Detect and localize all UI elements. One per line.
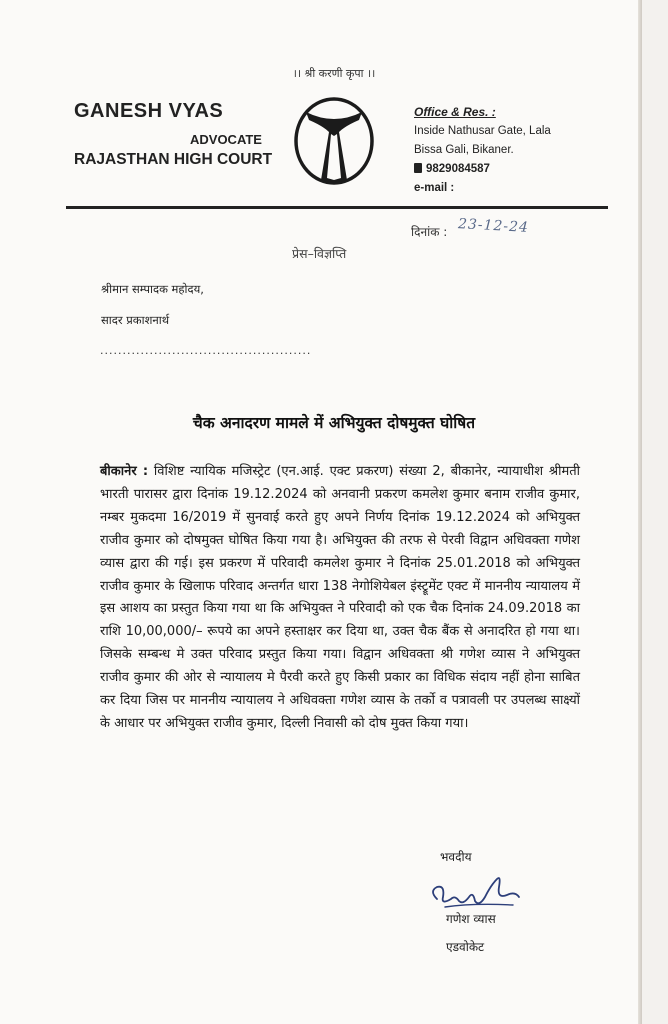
address-line-1: Inside Nathusar Gate, Lala [414, 125, 551, 137]
phone-line [414, 160, 551, 179]
blessing-line: ।। श्री करणी कृपा ।। [292, 67, 376, 80]
date-label: दिनांक : [411, 225, 448, 239]
paper-edge [638, 0, 642, 1024]
office-heading: Office & Res. : [414, 105, 496, 119]
date-value: 23-12-24 [457, 216, 530, 236]
body-paragraph [100, 461, 580, 736]
dotted-line: ............................................... [100, 344, 312, 357]
advocate-name: GANESH VYAS [74, 100, 224, 122]
body-lead: बीकानेर : [100, 464, 149, 479]
email-label: e-mail : [414, 182, 455, 194]
press-release-title: प्रेस–विज्ञप्ति [292, 246, 347, 261]
phone-icon [414, 163, 422, 173]
closing-yours: भवदीय [440, 850, 472, 864]
body-text: विशिष्ट न्यायिक मजिस्ट्रेट (एन.आई. एक्ट प्रकरण) संख्या 2, बीकानेर, न्यायाधीश श्रीमती भारती पारासर द्वारा दिनांक 19.12.2024 को अनवानी प्रकरण कमलेश कुमार बनाम राजीव कुमार, नम्बर मुकदमा 16/2019 में सुनवाई करते हुए अपने निर्णय दिनांक 19.12.2024 को अभियुक्त राजीव कुमार को दोषमुक्त घोषित किया गया है। अभियुक्त की तरफ से पेरवी विद्वान अधिवक्ता गणेश व्यास द्वारा की गई। इस प्रकरण में परिवादी कमलेश कुमार ने दिनांक 25.01.2018 को अभियुक्त राजीव कुमार के खिलाफ परिवाद अन्तर्गत धारा 138 नेगोशियेबल इंस्ट्रूमेंट एक्ट में माननीय न्यायालय में इस आशय का प्रस्तुत किया गया था कि अभियुक्त ने परिवादी को एक चैक दिनांक 24.09.2018 का राशि 10,00,000/– रूपये का अपने हस्ताक्षर कर दिया था, उक्त चैक बैंक से अनादरित हो गया था। जिसके सम्बन्ध मे उक्त परिवाद प्रस्तुत किया गया। विद्वान अधिवक्ता श्री गणेश व्यास ने अभियुक्त राजीव कुमार की ओर से न्यायालय मे पैरवी करते हुए किसी प्रकार का विधिक संदाय नहीं होना साबित कर दिया जिस पर माननीय न्यायालय ने अधिवक्ता गणेश व्यास के तर्को व पत्रावली पर उपलब्ध साक्ष्यों के आधार पर अभियुक्त राजीव कुमार, दिल्ली निवासी को दोष मुक्त किया गया। [100, 464, 580, 731]
signatory-name: गणेश व्यास [446, 912, 496, 926]
salutation: श्रीमान सम्पादक महोदय, [101, 282, 204, 296]
advocate-title: ADVOCATE [190, 132, 262, 147]
address-line-2: Bissa Gali, Bikaner. [414, 144, 514, 156]
court-name: RAJASTHAN HIGH COURT [74, 151, 273, 168]
office-address-block [414, 103, 551, 198]
signatory-role: एडवोकेट [446, 940, 485, 954]
advocate-band-icon [293, 96, 375, 186]
header-divider [66, 206, 608, 209]
phone-number: 9829084587 [426, 163, 490, 175]
headline: चैक अनादरण मामले में अभियुक्त दोषमुक्त घोषित [192, 414, 476, 432]
for-publication: सादर प्रकाशनार्थ [101, 313, 170, 327]
